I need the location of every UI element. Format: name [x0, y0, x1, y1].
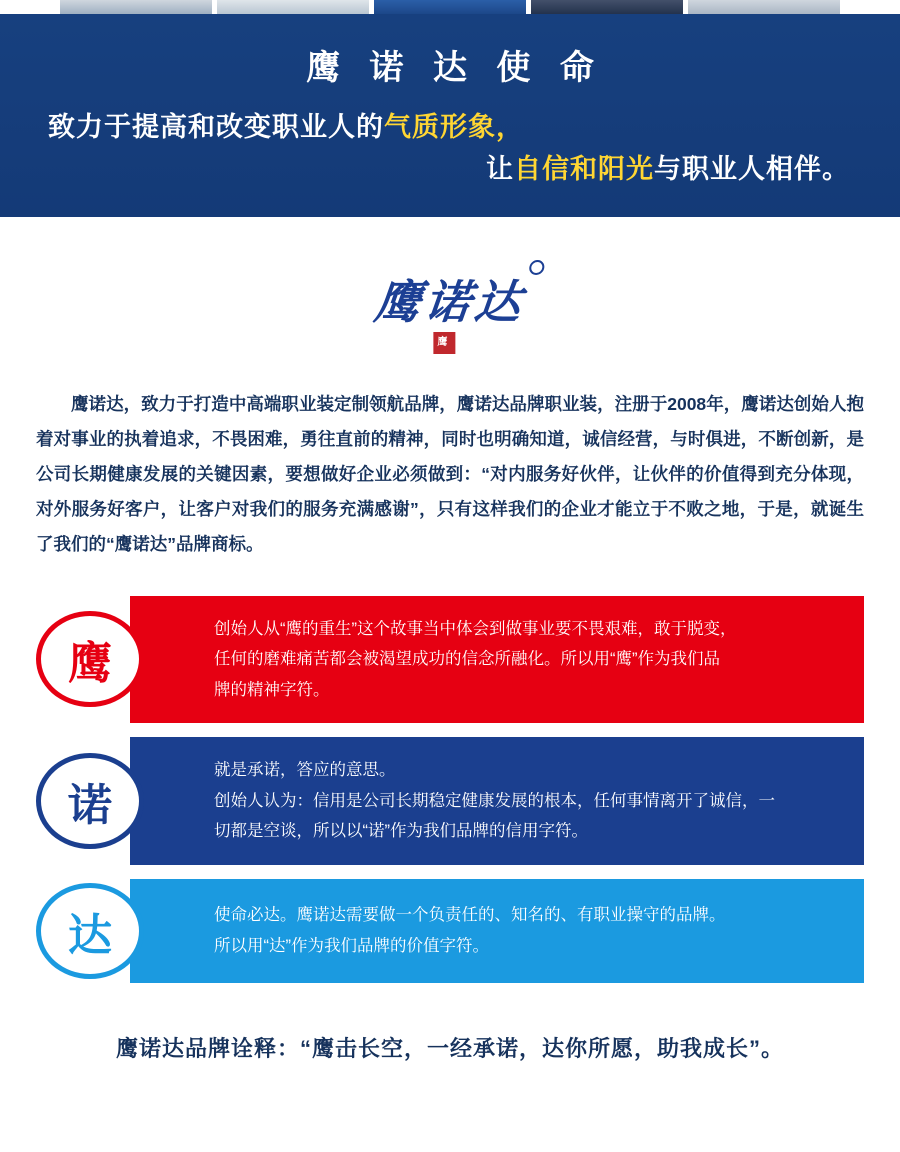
character-line: 所以用“达”作为我们品牌的价值字符。 [214, 936, 489, 955]
circle-icon [529, 260, 546, 275]
banner-line-1-highlight: 气质形象， [384, 112, 524, 142]
brand-logo-wrap [0, 239, 900, 359]
banner-line-2-highlight: 自信和阳光 [514, 153, 654, 184]
character-line: 使命必达。鹰诺达需要做一个负责任的、知名的、有职业操守的品牌。 [214, 906, 726, 925]
photo-thumb-5 [688, 0, 840, 14]
character-badge: 达 [36, 883, 144, 979]
character-badge: 鹰 [36, 611, 144, 707]
character-line: 就是承诺，答应的意思。 [214, 761, 396, 780]
banner-line-2-prefix: 让 [486, 153, 514, 184]
photo-thumb-3 [374, 0, 526, 14]
photo-thumb-2 [217, 0, 369, 14]
intro-paragraph: 鹰诺达，致力于打造中高端职业装定制领航品牌，鹰诺达品牌职业装，注册于2008年，鹰诺达创始人抱着对事业的执着追求，不畏困难，勇往直前的精神，同时也明确知道，诚信经营，与时俱进，不断创新，是公司长期健康发展的关键因素，要想做好企业必须做到：“对内服务好伙伴，让伙伴的价值得到充分体现，对外服务好客户，让客户对我们的服务充满感谢”，只有这样我们的企业才能立于不败之地，于是，就诞生了我们的“鹰诺达”品牌商标。 [36, 393, 864, 554]
banner-line-1-text: 致力于提高和改变职业人的 [48, 112, 384, 142]
character-blocks [36, 596, 864, 983]
character-body [130, 737, 864, 865]
character-block-ying [36, 596, 864, 724]
character-body [130, 879, 864, 983]
character-line: 任何的磨难痛苦都会被渴望成功的信念所融化。所以用“鹰”作为我们品 [214, 650, 720, 669]
character-body [130, 596, 864, 724]
brand-logo [371, 266, 529, 348]
character-badge: 诺 [36, 753, 144, 849]
photo-strip [0, 0, 900, 14]
character-block-nuo [36, 737, 864, 865]
banner-line-2-suffix: 与职业人相伴。 [654, 153, 850, 184]
mission-banner [0, 14, 900, 217]
character-line: 创始人认为：信用是公司长期稳定健康发展的根本，任何事情离开了诚信，一 [214, 791, 775, 810]
brand-logo-text: 鹰诺达 [371, 274, 528, 329]
brand-slogan: 鹰诺达品牌诠释：“鹰击长空，一经承诺，达你所愿，助我成长”。 [115, 1035, 784, 1061]
character-line: 创始人从“鹰的重生”这个故事当中体会到做事业要不畏艰难，敢于脱变， [214, 619, 737, 638]
character-line: 牌的精神字符。 [214, 680, 330, 699]
character-line: 切都是空谈，所以以“诺”作为我们品牌的信用字符。 [214, 822, 588, 841]
seal-icon: 鹰 [433, 332, 455, 354]
photo-thumb-1 [60, 0, 212, 14]
banner-line-2 [40, 149, 860, 191]
photo-thumb-4 [531, 0, 683, 14]
character-block-da [36, 879, 864, 983]
banner-title: 鹰 诺 达 使 命 [306, 49, 604, 87]
banner-line-1 [40, 107, 860, 149]
